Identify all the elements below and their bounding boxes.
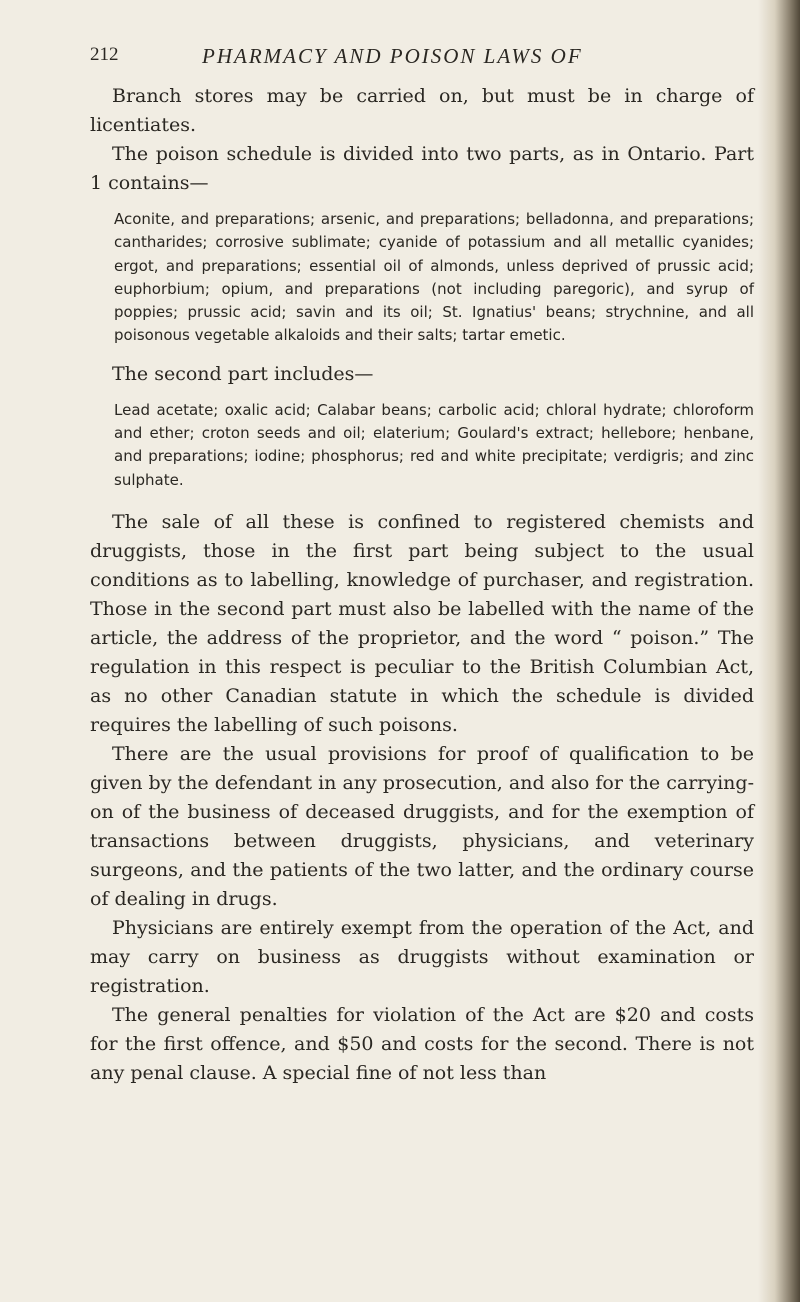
paragraph-usual-provisions: There are the usual provisions for proof of qualification to be given by the defendant in any prosecution, and also for the carrying-on of the business of deceased druggists, and for the exemption of transactions between druggists, physicians, and veterinary surgeons, and the patients of the two latter, and the ordinary course of dealing in drugs. [90, 742, 754, 910]
paragraph-sale-confined: The sale of all these is confined to registered chemists and druggists, those in the first part being subject to the usual conditions as to labelling, knowledge of purchaser, and registration. Those in the second part must also be labelled with the name of the article, the address of the proprietor, and the word “ poison.” The regulation in this respect is peculiar to the British Columbian Act, as no other Canadian statute in which the schedule is divided requires the labelling of such poisons. [90, 510, 754, 736]
page-body [90, 82, 754, 1088]
paragraph-branch-stores: Branch stores may be carried on, but must be in charge of licentiates. [90, 85, 754, 136]
paragraph-second-part-heading: The second part includes— [112, 362, 374, 385]
page-header [90, 44, 750, 74]
paragraph-poison-schedule: The poison schedule is divided into two parts, as in Ontario. Part 1 contains— [90, 143, 754, 194]
paragraph-physicians-exempt: Physicians are entirely exempt from the operation of the Act, and may carry on business as druggists without examination or registration. [90, 916, 754, 997]
paragraph-general-penalties: The general penalties for violation of the Act are $20 and costs for the first offence, and $50 and costs for the second. There is not any penal clause. A special fine of not less than [90, 1003, 754, 1084]
running-title: PHARMACY AND POISON LAWS OF [202, 44, 583, 68]
page-edge-shadow [758, 0, 800, 1302]
page-number: 212 [90, 44, 119, 65]
part-two-list: Lead acetate; oxalic acid; Calabar beans; carbolic acid; chloral hydrate; chloroform and ether; croton seeds and oil; elaterium; Goulard's extract; hellebore; henbane, and preparations; iodine; phosphorus; red and white precipitate; verdigris; and zinc sulphate. [114, 400, 754, 489]
part-one-list: Aconite, and preparations; arsenic, and preparations; belladonna, and preparations; cantharides; corrosive sublimate; cyanide of potassium and all metallic cyanides; ergot, and preparations; essential oil of almonds, unless deprived of prussic acid; euphorbium; opium, and preparations (not including paregoric), and syrup of poppies; prussic acid; savin and its oil; St. Ignatius' beans; strychnine, and all poisonous vegetable alkaloids and their salts; tartar emetic. [114, 210, 754, 345]
